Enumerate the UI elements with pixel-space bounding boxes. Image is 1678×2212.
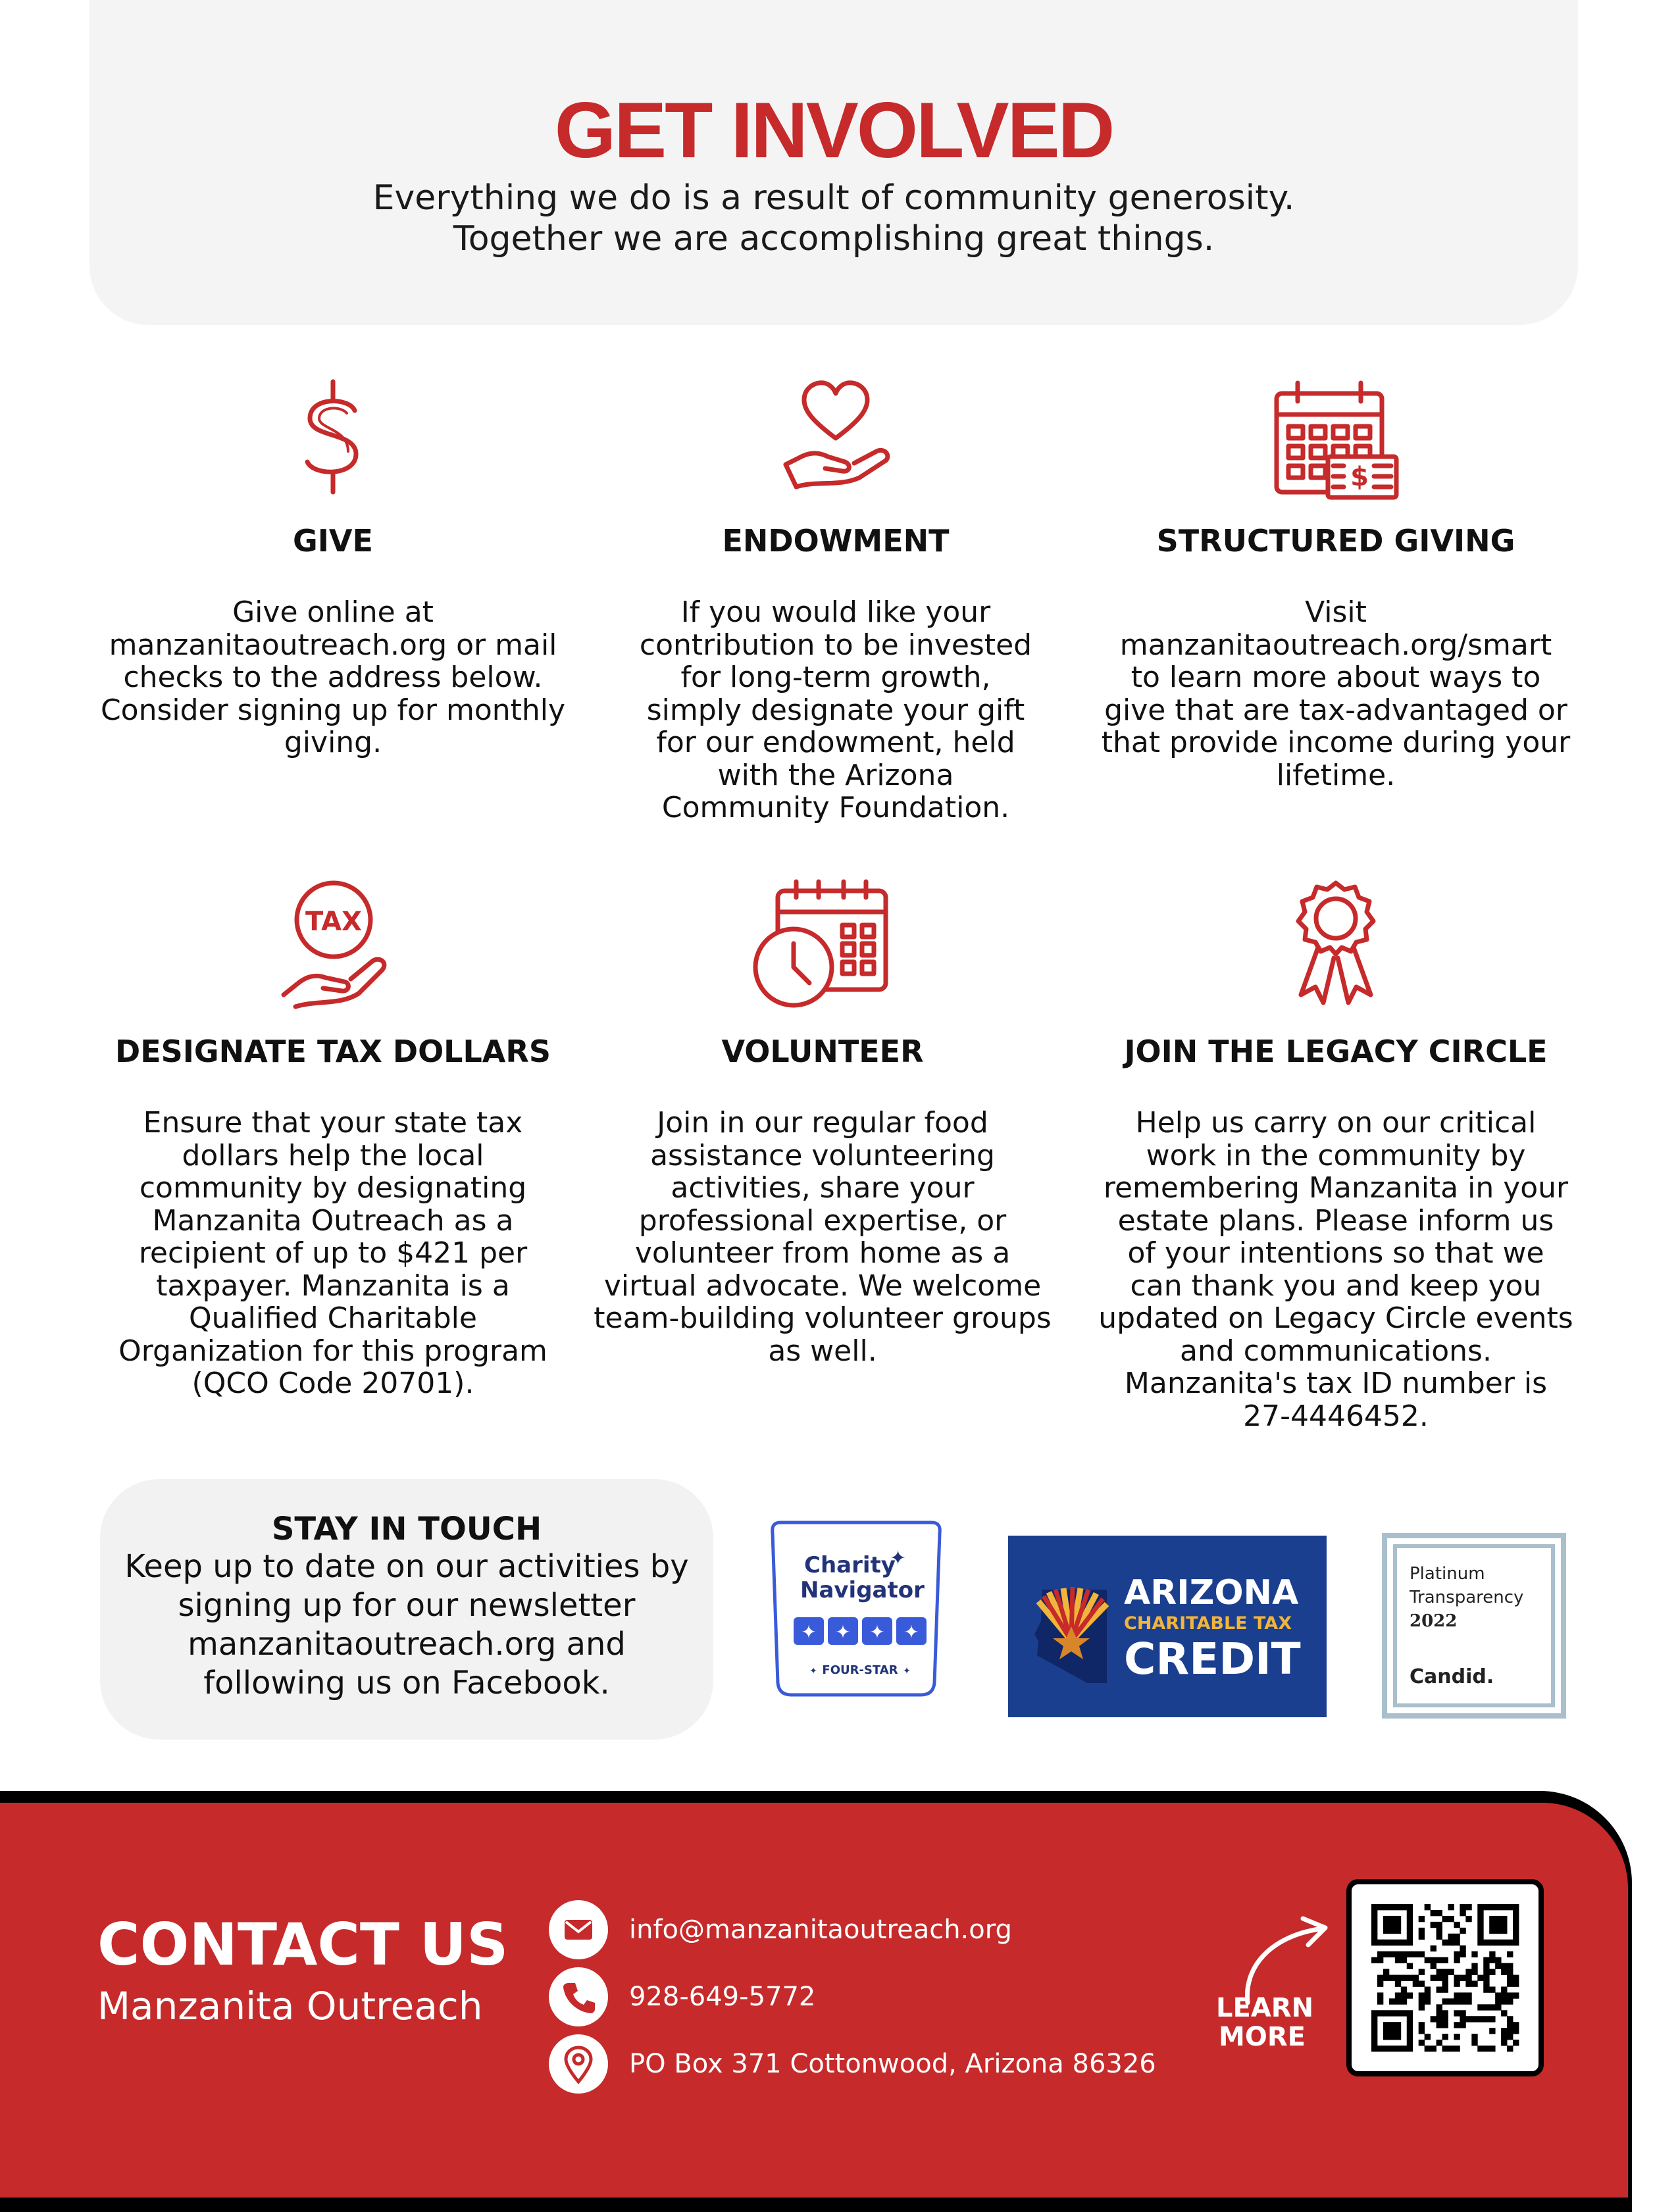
body-line: give that are tax-advantaged or <box>1104 693 1567 727</box>
arizona-line1: ARIZONA <box>1124 1573 1299 1613</box>
volunteer-body <box>579 1107 1066 1367</box>
candid-year: 2022 <box>1410 1611 1458 1631</box>
body-line: (QCO Code 20701). <box>191 1367 474 1400</box>
body-line: Help us carry on our critical <box>1135 1106 1537 1140</box>
body-line: 27-4446452. <box>1243 1399 1429 1433</box>
legacy-card <box>1092 878 1579 1457</box>
arizona-tax-credit-badge[interactable] <box>1008 1536 1327 1717</box>
body-line: signing up for our newsletter <box>178 1587 636 1624</box>
heart-hand-icon <box>776 378 895 496</box>
candid-transparency-badge[interactable] <box>1382 1533 1566 1719</box>
arizona-line2: CHARITABLE TAX <box>1124 1613 1292 1634</box>
svg-text:✦: ✦ <box>869 1621 885 1643</box>
charity-navigator-line2: Navigator <box>800 1577 925 1603</box>
candid-brand: Candid. <box>1410 1665 1494 1688</box>
hero-subtitle-line: Together we are accomplishing great things. <box>453 219 1215 259</box>
structured-giving-body <box>1092 596 1579 792</box>
stay-in-touch-panel <box>100 1479 713 1740</box>
calendar-money-icon <box>1270 378 1402 503</box>
give-card <box>89 368 576 776</box>
body-line: simply designate your gift <box>646 693 1025 727</box>
qr-code[interactable] <box>1346 1879 1544 2076</box>
svg-text:$: $ <box>1350 462 1369 492</box>
give-title: GIVE <box>293 523 373 559</box>
structured-giving-title: STRUCTURED GIVING <box>1156 523 1515 559</box>
body-line: and communications. <box>1180 1334 1492 1368</box>
body-line: estate plans. Please inform us <box>1117 1203 1554 1238</box>
phone-icon <box>549 1967 608 2026</box>
learn-line: LEARN <box>1216 1993 1314 2023</box>
mailing-address: PO Box 371 Cottonwood, Arizona 86326 <box>629 2049 1156 2079</box>
body-line: Manzanita Outreach as a <box>152 1203 514 1238</box>
endowment-card <box>592 368 1079 842</box>
volunteer-title: VOLUNTEER <box>721 1034 924 1069</box>
org-name: Manzanita Outreach <box>97 1984 483 2028</box>
arizona-logo <box>1008 1536 1327 1717</box>
calendar-clock-icon <box>750 878 895 1009</box>
body-line: for long-term growth, <box>680 661 991 694</box>
charity-navigator-line1: Charity <box>804 1552 896 1578</box>
svg-text:✦: ✦ <box>809 1666 817 1676</box>
body-line: Consider signing up for monthly <box>100 693 566 727</box>
body-line: as well. <box>768 1334 877 1368</box>
body-line: professional expertise, or <box>638 1203 1007 1238</box>
endowment-body <box>592 596 1079 824</box>
svg-text:✦: ✦ <box>903 1621 919 1643</box>
page-title: GET INVOLVED <box>554 86 1113 174</box>
body-line: remembering Manzanita in your <box>1103 1171 1569 1205</box>
body-line: can thank you and keep you <box>1130 1269 1542 1303</box>
body-line: Visit <box>1305 595 1367 629</box>
body-line: for our endowment, held <box>656 726 1015 759</box>
body-line: taxpayer. Manzanita is a <box>156 1269 510 1303</box>
svg-text:TAX: TAX <box>305 907 362 937</box>
email-icon <box>549 1900 608 1959</box>
location-pin-icon <box>549 2034 608 2094</box>
candid-line1: Platinum <box>1410 1564 1485 1584</box>
give-body <box>89 596 576 759</box>
body-line: volunteer from home as a <box>634 1236 1011 1270</box>
body-line: following us on Facebook. <box>203 1665 610 1701</box>
legacy-body <box>1092 1107 1579 1432</box>
charity-navigator-logo <box>767 1519 945 1700</box>
body-line: Ensure that your state tax <box>143 1106 523 1140</box>
charity-navigator-rating: FOUR-STAR <box>822 1663 898 1677</box>
body-line: community by designating <box>139 1171 527 1205</box>
body-line: of your intentions so that we <box>1127 1236 1544 1270</box>
body-line: lifetime. <box>1276 758 1396 792</box>
qr-code-graphic <box>1352 1884 1538 2071</box>
candid-seal <box>1382 1533 1566 1719</box>
body-line: If you would like your <box>680 595 991 629</box>
learn-more-label <box>1216 1993 1314 2052</box>
body-line: Organization for this program <box>118 1334 547 1368</box>
volunteer-card <box>579 878 1066 1391</box>
svg-text:✦: ✦ <box>903 1666 911 1676</box>
body-line: contribution to be invested <box>639 628 1032 662</box>
email-link[interactable]: info@manzanitaoutreach.org <box>629 1915 1012 1945</box>
svg-text:✦: ✦ <box>801 1621 817 1643</box>
body-line: manzanitaoutreach.org or mail <box>109 628 557 662</box>
body-line: checks to the address below. <box>123 661 543 694</box>
learn-line: MORE <box>1219 2022 1306 2052</box>
phone-number[interactable]: 928-649-5772 <box>629 1982 816 2012</box>
body-line: activities, share your <box>671 1171 975 1205</box>
body-line: work in the community by <box>1146 1138 1526 1172</box>
body-line: assistance volunteering <box>650 1138 995 1172</box>
tax-title: DESIGNATE TAX DOLLARS <box>115 1034 551 1069</box>
body-line: Community Foundation. <box>661 791 1010 824</box>
body-line: recipient of up to $421 per <box>138 1236 528 1270</box>
body-line: team-building volunteer groups <box>594 1301 1052 1335</box>
body-line: with the Arizona <box>717 758 954 792</box>
stay-in-touch-body <box>120 1547 694 1703</box>
body-line: Join in our regular food <box>657 1106 988 1140</box>
hero-banner <box>89 0 1578 325</box>
charity-navigator-badge[interactable] <box>767 1519 945 1700</box>
dollar-sign-icon <box>297 378 369 496</box>
body-line: updated on Legacy Circle events <box>1098 1301 1573 1335</box>
svg-text:✦: ✦ <box>890 1547 907 1570</box>
svg-text:✦: ✦ <box>835 1621 851 1643</box>
body-line: Keep up to date on our activities by <box>124 1548 689 1585</box>
body-line: dollars help the local <box>182 1138 484 1172</box>
body-line: virtual advocate. We welcome <box>603 1269 1042 1303</box>
tax-body <box>89 1107 576 1400</box>
body-line: Qualified Charitable <box>189 1301 477 1335</box>
tax-hand-icon <box>277 878 389 1009</box>
body-line: to learn more about ways to <box>1131 661 1541 694</box>
legacy-title: JOIN THE LEGACY CIRCLE <box>1124 1034 1548 1069</box>
arizona-line3: CREDIT <box>1124 1634 1301 1684</box>
body-line: Manzanita's tax ID number is <box>1124 1367 1548 1400</box>
tax-card <box>89 878 576 1417</box>
candid-line2: Transparency <box>1410 1588 1524 1607</box>
structured-giving-card <box>1092 368 1579 816</box>
body-line: manzanitaoutreach.org and <box>188 1626 626 1663</box>
body-line: Give online at <box>232 595 434 629</box>
body-line: manzanitaoutreach.org/smart <box>1119 628 1552 662</box>
stay-in-touch-title: STAY IN TOUCH <box>271 1511 542 1547</box>
contact-title: CONTACT US <box>97 1911 509 1978</box>
award-ribbon-icon <box>1286 878 1385 1009</box>
body-line: that provide income during your <box>1101 726 1571 759</box>
body-line: giving. <box>284 726 382 759</box>
hero-subtitle <box>89 178 1578 259</box>
endowment-title: ENDOWMENT <box>722 523 950 559</box>
hero-subtitle-line: Everything we do is a result of community generosity. <box>372 178 1295 218</box>
